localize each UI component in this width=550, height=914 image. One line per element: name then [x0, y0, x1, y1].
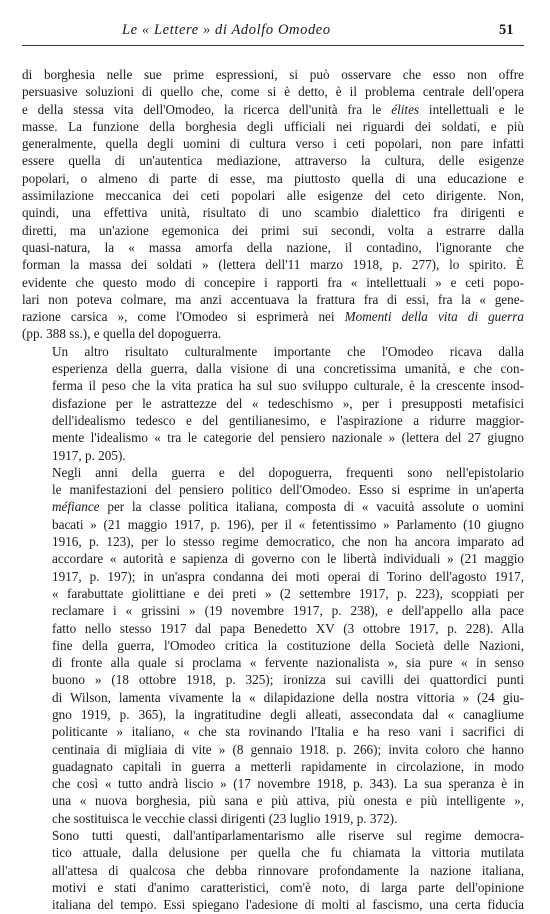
text-line: una « nuova borghesia, più sana e più attiva, più onesta e più intelligente », — [52, 793, 524, 809]
text-line: tico attuale, dalla delusione per quella che fu chiamata la vittoria mutilata — [52, 845, 524, 861]
running-title: Le « Lettere » di Adolfo Omodeo — [122, 22, 331, 38]
text-line: bacati » (21 maggio 1917, p. 196), per il « fetentissimo » Parlamento (10 giugno — [52, 516, 524, 532]
text-line: di borghesia nelle sue prime espressioni, si può osservare che esso non offre — [22, 67, 524, 82]
text-line: reclamare i « grissini » (19 novembre 1917, p. 238), e dell'appello alla pace — [52, 603, 524, 619]
text-line: forman la massa dei soldati » (lettera dell'11 marzo 1918, p. 277), lo spirito. È — [22, 257, 524, 273]
text-line: lari non poteva colmare, ma anzi accentuava la frattura fra di essi, fra la « gene- — [22, 291, 524, 307]
text-line: politicante » italiano, « che sta rovinando l'Italia e ha reso vani i sacrifici di — [52, 724, 524, 740]
page-number: 51 — [499, 22, 514, 38]
text-line: masse. La funzione della borghesia degli ufficiali nei riguardi dei soldati, e più — [22, 118, 524, 134]
text-line: « farabuttate giolittiane e dei preti » (2 settembre 1917, p. 223), scoppiati per — [52, 585, 524, 601]
text-line: evidente che questo modo di concepire i rapporti fra « intellettuali » e ceti popo- — [22, 274, 524, 290]
text-line: popolari, o almeno di parte di esse, ma piuttosto quella di una educazione e — [22, 170, 524, 186]
text-line: generalmente, quella degli uomini di cultura verso i ceti popolari, non pare infatti — [22, 136, 524, 152]
text-line: centinaia di migliaia di vite » (8 gennaio 1918. p. 266); invita coloro che hanno — [52, 741, 524, 757]
text-line: guadagnato capitali in guerra a metterli rapidamente in circolazione, in modo — [52, 758, 524, 774]
text-line: di fronte alla quale si proclama « fervente nazionalista », sia pure « in senso — [52, 655, 524, 671]
italic-term: Momenti della vita di guerra — [344, 309, 524, 325]
text-line: quindi, una effettiva unità, risultato di uno scambio dialettico fra dirigenti e — [22, 205, 524, 221]
text-line: e della stessa vita dell'Omodeo, la ricerca dell'unità fra le élites intellettuali e le — [22, 101, 524, 117]
text-line: all'attesa di qualcosa che debba rinnovare profondamente la nazione italiana, — [52, 862, 524, 878]
text-line: essere quella di un'autentica mediazione, attraverso la cultura, delle esigenze — [22, 153, 524, 169]
paragraph — [22, 464, 524, 827]
text-line: Negli anni della guerra e del dopoguerra, frequenti sono nell'epistolario — [52, 464, 524, 480]
italic-term: méfiance — [52, 499, 100, 515]
text-line: mente l'idealismo « tra le categorie del pensiero nazionale » (lettera del 27 giugno — [52, 430, 524, 446]
text-line: 1917, p. 197); in un'aspra condanna dei moti operai di Torino dell'agosto 1917, — [52, 568, 524, 584]
text-line: assimilazione meccanica dei ceti popolari alle esigenze del ceto dirigente. Non, — [22, 188, 524, 204]
text-line: gno 1919, p. 365), la ingratitudine degli alleati, assecondata dal « canagliume — [52, 706, 524, 722]
header-rule — [22, 45, 524, 46]
text-line: 1916, p. 123), per lo stesso regime democratico, che non ha ancora imparato ad — [52, 534, 524, 550]
text-line: di Wilson, lamenta vivamente la « dilapidazione della nostra vittoria » (24 giu- — [52, 689, 524, 705]
paragraph — [22, 66, 524, 343]
text-line: quasi-natura, la « massa amorfa della nazione, il contadino, l'ignorante che — [22, 239, 524, 255]
paragraph — [22, 343, 524, 464]
italic-term: élites — [391, 101, 420, 117]
text-line: ferma il peso che la vita pratica ha sul suo sviluppo culturale, è la crescente insod- — [52, 378, 524, 394]
body-text — [22, 66, 524, 914]
text-line: italiana del tempo. Essi spiegano l'adesione di molti al fascismo, una certa fiducia — [52, 897, 524, 913]
text-line: fatto nello stesso 1917 dal papa Benedetto XV (3 ottobre 1917, p. 228). Alla — [52, 620, 524, 636]
text-line: persuasive soluzioni di quello che, come si è detto, è il problema centrale dell'opera — [22, 84, 524, 100]
text-line: esperienza della guerra, dalla visione di una concretissima umanità, e che con- — [52, 361, 524, 377]
text-line: accordare « autorità e sapienza di governo con le libertà individuali » (21 maggio — [52, 551, 524, 567]
text-line: disfazione per le astrattezze del « tedeschismo », per i presupposti metafisici — [52, 395, 524, 411]
text-line: 1917, p. 205). — [52, 447, 126, 463]
text-line: méfiance per la classe politica italiana, composta di « vacuità assolute o uomini — [52, 499, 524, 515]
text-line: buono » (18 ottobre 1918, p. 325); ironizza sui cavilli dei quattordici punti — [52, 672, 524, 688]
text-line: Un altro risultato culturalmente importante che l'Omodeo ricava dalla — [52, 343, 524, 359]
text-line: che così « tutto andrà liscio » (17 novembre 1918, p. 343). La sua speranza è in — [52, 776, 524, 792]
text-line: razione carsica », come l'Omodeo si esprimerà nei Momenti della vita di guerra — [22, 309, 524, 325]
paragraph — [22, 827, 524, 913]
text-line: motivi e stati d'animo caratteristici, com'è noto, di larga parte dell'opinione — [52, 879, 524, 895]
text-line: diretti, ma un'azione egemonica dei primi sui secondi, volta a estrarre dalla — [22, 222, 524, 238]
text-line: dell'idealismo tedesco e del gentilianesimo, e l'aspirazione a ridurre maggior- — [52, 412, 524, 428]
text-line: Sono tutti questi, dall'antiparlamentarismo alle riserve sul regime democra- — [52, 828, 524, 844]
text-line: (pp. 388 ss.), e quella del dopoguerra. — [22, 326, 222, 342]
text-line: le manifestazioni del pensiero politico dell'Omodeo. Esso si esprime in un'aperta — [52, 482, 524, 498]
text-line: che sostituisca le vecchie classi dirigenti (23 luglio 1919, p. 372). — [52, 810, 398, 826]
running-header — [0, 22, 550, 42]
text-line: fine della guerra, l'Omodeo critica la costituzione della Società delle Nazioni, — [52, 637, 524, 653]
